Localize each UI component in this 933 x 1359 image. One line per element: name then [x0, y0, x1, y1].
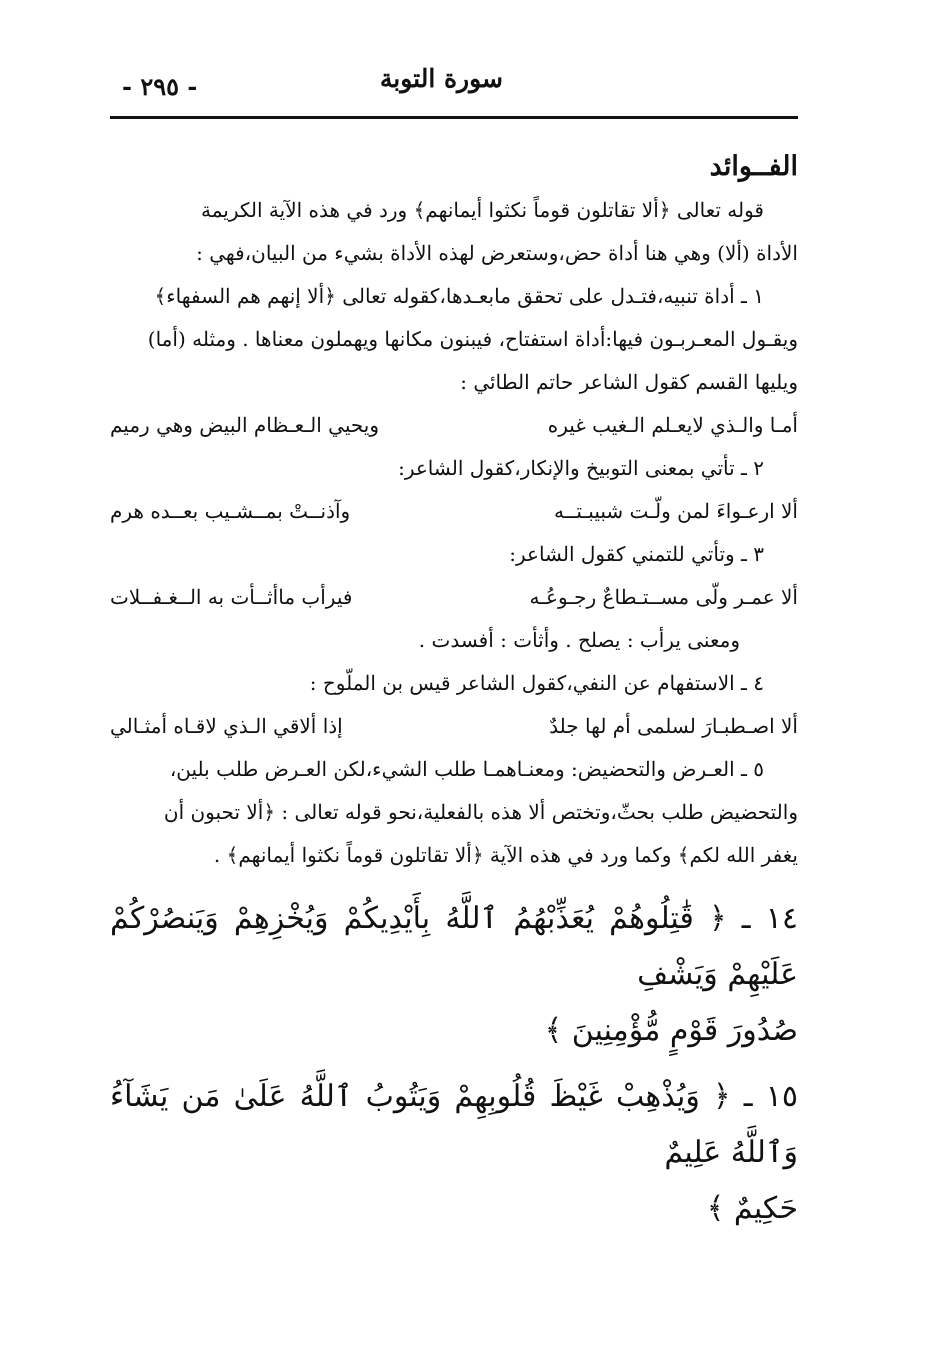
point1-line-3: ويليها القسم كقول الشاعر حاتم الطائي : [460, 370, 798, 394]
intro-line-2: الأداة (ألا) وهي هنا أداة حض،وستعرض لهذه الأداة بشيء من البيان،فهي : [196, 241, 798, 265]
point3-line: ٣ ـ وتأتي للتمني كقول الشاعر: [509, 542, 764, 566]
ayah-15-line-1: ١٥ ـ ﴿ وَيُذْهِبْ غَيْظَ قُلُوبِهِمْ وَيَتُوبُ ٱللَّهُ عَلَىٰ مَن يَشَآءُ وَٱللَّهُ عَلِيمٌ [110, 1079, 798, 1170]
surah-title: سورة التوبة [379, 64, 503, 93]
verse-4 [110, 705, 798, 748]
point4-line: ٤ ـ الاستفهام عن النفي،كقول الشاعر قيس بن الملّوح : [309, 671, 764, 695]
book-page [110, 60, 798, 1320]
verse-2-first-half: ألا ارعـواءَ لمن ولّـت شبيبـتــه [553, 499, 798, 523]
intro-line-1: قوله تعالى ﴿ألا تقاتلون قوماً نكثوا أيمانهم﴾ ورد في هذه الآية الكريمة [200, 198, 764, 222]
verse-2-second-half: وآذنــتْ بمــشـيب بعــده هرم [110, 499, 351, 523]
page-header [110, 60, 798, 112]
page-number: - ٢٩٥ - [122, 72, 198, 101]
verse-4-first-half: ألا اصـطبـارَ لسلمى أم لها جلدٌ [549, 714, 798, 738]
verse-3-second-half: فيرأب ماأثــأت به الــغـفــلات [110, 585, 353, 609]
point5-line-2: والتحضيض طلب بحثّ،وتختص ألا هذه بالفعلية،نحو قوله تعالى : ﴿ألا تحبون أن [163, 800, 798, 824]
header-rule [110, 116, 798, 119]
point2-line: ٢ ـ تأتي بمعنى التوبيخ والإنكار،كقول الشاعر: [398, 456, 764, 480]
section-title: الفــوائد [709, 151, 798, 182]
ayah-15-line-2: حَكِيمٌ ﴾ [706, 1191, 798, 1226]
verse-1 [110, 404, 798, 447]
verse-4-second-half: إذا ألاقي الـذي لاقـاه أمثـالي [110, 714, 343, 738]
point1-line-1: ١ ـ أداة تنبيه،فتـدل على تحقق مابعـدها،كقوله تعالى ﴿ألا إنهم هم السفهاء﴾ [154, 284, 764, 308]
point5-line-3: يغفر الله لكم﴾ وكما ورد في هذه الآية ﴿ألا تقاتلون قوماً نكثوا أيمانهم﴾ . [213, 843, 798, 867]
verse-1-first-half: أمـا والـذي لايعـلم الـغيب غيره [547, 413, 798, 437]
point1-line-2: ويقـول المعـربـون فيها:أداة استفتاح، فيبنون مكانها ويهملون معناها . ومثله (أما) [147, 327, 798, 351]
meaning-line: ومعنى يرأب : يصلح . وأثأت : أفسدت . [418, 628, 740, 652]
verse-3-first-half: ألا عمـر ولّى مســتـطاعٌ رجـوعُـه [529, 585, 798, 609]
verse-2 [110, 490, 798, 533]
ayah-14-line-1: ١٤ ـ ﴿ قَٰتِلُوهُمْ يُعَذِّبْهُمُ ٱللَّهُ بِأَيْدِيكُمْ وَيُخْزِهِمْ وَيَنصُرْكُمْ عَلَيْهِمْ وَيَشْفِ [110, 901, 798, 992]
ayah-14-line-2: صُدُورَ قَوْمٍ مُّؤْمِنِينَ ﴾ [544, 1013, 798, 1048]
verse-3 [110, 576, 798, 619]
verse-1-second-half: ويحيي الـعـظام البيض وهي رميم [110, 413, 379, 437]
point5-line-1: ٥ ـ العـرض والتحضيض: ومعنـاهمـا طلب الشيء،لكن العـرض طلب بلين، [169, 757, 764, 781]
